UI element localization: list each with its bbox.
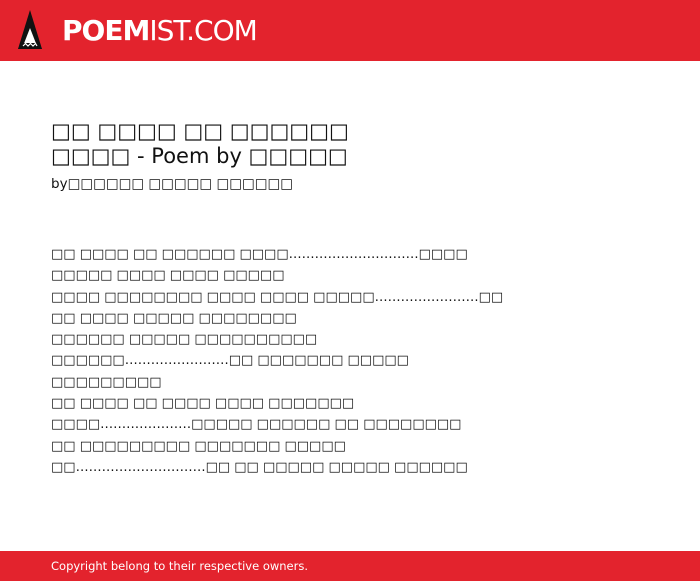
- poem-line: □□ □□□□ □□ □□□□□□ □□□□…………………………□□□□: [51, 247, 468, 262]
- site-header: [0, 0, 700, 61]
- poem-author: [51, 175, 293, 193]
- poem-line: □□ □□□□□□□□□ □□□□□□□ □□□□□: [51, 438, 346, 454]
- site-footer: [0, 551, 700, 581]
- poem-line: □□□□□□ □□□□□ □□□□□□□□□□: [51, 332, 318, 348]
- logo-text-strong: POEM: [62, 14, 150, 47]
- poem-line: □□ □□□□ □□□□□ □□□□□□□□: [51, 310, 297, 326]
- poem-line: □□□□…………………□□□□□ □□□□□□ □□ □□□□□□□□: [51, 417, 462, 433]
- author-name-link[interactable]: □□□□□□ □□□□□ □□□□□□: [67, 176, 293, 192]
- poem-body: [51, 244, 504, 478]
- pencil-tip-icon[interactable]: [17, 9, 43, 52]
- poem-title: □□ □□□□ □□ □□□□□□ □□□□ - Poem by □□□□□: [51, 119, 349, 168]
- site-logo[interactable]: [62, 14, 257, 48]
- poem-line: □□□□□ □□□□ □□□□ □□□□□: [51, 268, 285, 284]
- poem-line: □□ □□□□ □□ □□□□ □□□□ □□□□□□□: [51, 396, 355, 412]
- poem-line: □□□□ □□□□□□□□ □□□□ □□□□ □□□□□……………………□□: [51, 289, 504, 305]
- logo-text-light: IST.COM: [149, 14, 257, 47]
- copyright-text: Copyright belong to their respective owners.: [51, 559, 309, 573]
- poem-line: □□□□□□……………………□□ □□□□□□□ □□□□□: [51, 353, 409, 369]
- poem-line: □□□□□□□□□: [51, 374, 162, 390]
- poem-line: □□…………………………□□ □□ □□□□□ □□□□□ □□□□□□: [51, 459, 468, 475]
- author-prefix: by: [51, 176, 68, 192]
